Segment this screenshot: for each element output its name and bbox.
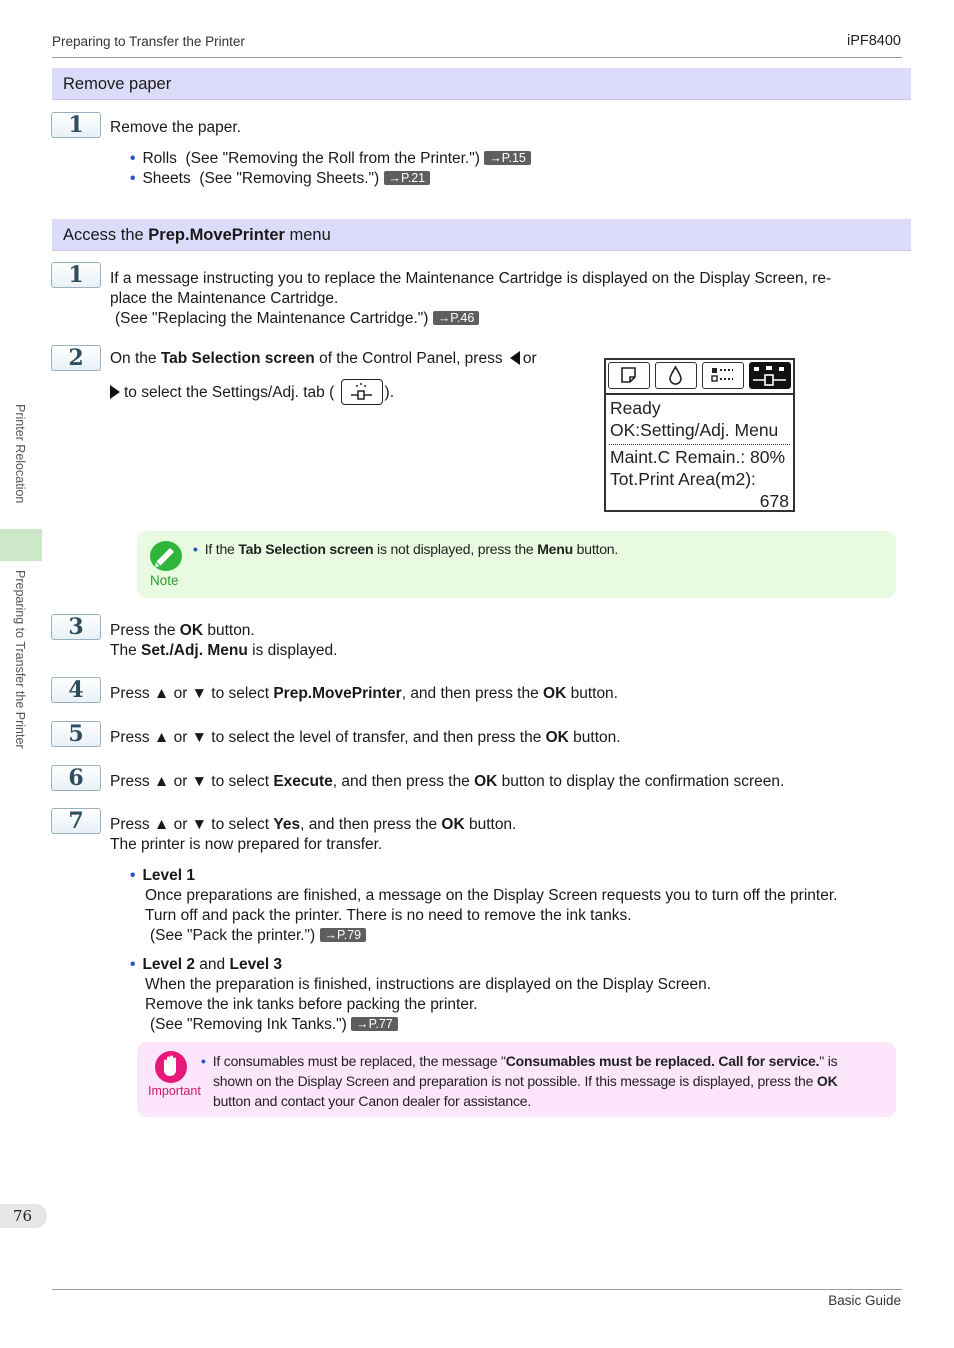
section-heading-remove-paper: Remove paper — [52, 68, 911, 100]
list-item-sheets: • Sheets (See "Removing Sheets.") →P.21 — [130, 169, 430, 189]
bullet-icon: • — [193, 541, 198, 557]
step-text: Press ▲ or ▼ to select Execute, and then press the OK button to display the confirmation screen. — [110, 773, 785, 790]
important-text: • If consumables must be replaced, the message "Consumables must be replaced. Call for service." is shown on the Display Screen and preparation is not possible. If this message is displayed, press the OK button and contact your Canon dealer for assistance. — [201, 1053, 838, 1109]
ink-tab-icon — [655, 362, 697, 389]
step-number-badge: 1 — [51, 112, 101, 138]
bullet-icon: • — [130, 170, 136, 187]
lcd-menu-hint-line: OK:Setting/Adj. Menu — [610, 420, 779, 440]
list-item-level-2-3: • Level 2 and Level 3 When the preparation is finished, instructions are displayed on the Display Screen. Remove the ink tanks before packing the printer. (See "Removing Ink Tanks.") →P.77 — [130, 956, 712, 1033]
control-panel-display — [604, 358, 795, 512]
running-header-chapter: Preparing to Transfer the Printer — [52, 34, 245, 49]
step-number-badge: 4 — [51, 677, 101, 703]
footer-guide-name: Basic Guide — [828, 1293, 901, 1308]
step-text: Press ▲ or ▼ to select Yes, and then press the OK button. The printer is now prepared for transfer. — [110, 816, 517, 853]
note-label: Note — [150, 573, 179, 588]
side-tab-highlight — [0, 529, 42, 561]
lcd-tab-row — [606, 360, 793, 395]
important-label: Important — [148, 1084, 201, 1098]
step-number-badge: 7 — [51, 808, 101, 834]
step-number-badge: 3 — [51, 614, 101, 640]
lcd-print-area-line: Tot.Print Area(m2): — [610, 469, 756, 489]
section-heading-access-menu: Access the Prep.MovePrinter menu — [52, 219, 911, 251]
hand-stop-important-icon — [154, 1050, 188, 1084]
header-divider — [52, 57, 902, 58]
step-number-badge: 6 — [51, 765, 101, 791]
left-arrow-key-icon — [510, 351, 520, 365]
footer-divider — [52, 1289, 902, 1290]
paper-tab-icon — [608, 362, 650, 389]
bullet-icon: • — [130, 150, 136, 167]
page-reference-link[interactable]: →P.77 — [351, 1017, 398, 1031]
page-number: 76 — [0, 1204, 47, 1228]
lcd-maint-line: Maint.C Remain.: 80% — [610, 447, 786, 467]
step-number-badge: 2 — [51, 345, 101, 371]
bullet-icon: • — [201, 1053, 206, 1069]
step-text: If a message instructing you to replace the Maintenance Cartridge is displayed on the Display Screen, re- place the Maintenance Cartridge. (See "Replacing the Maintenance Cartridge.") →P.46 — [110, 270, 832, 327]
step-number-badge: 5 — [51, 721, 101, 747]
side-tab-preparing-transfer[interactable]: Preparing to Transfer the Printer — [13, 570, 27, 749]
right-arrow-key-icon — [110, 385, 120, 399]
page-reference-link[interactable]: →P.21 — [384, 171, 431, 185]
note-text: • If the Tab Selection screen is not displayed, press the Menu button. — [193, 541, 619, 557]
important-callout — [137, 1042, 896, 1117]
page-reference-link[interactable]: →P.79 — [320, 928, 367, 942]
step-text: On the Tab Selection screen of the Control Panel, press or — [110, 350, 537, 367]
settings-adj-tab-icon — [341, 379, 383, 405]
job-tab-icon — [702, 362, 744, 389]
note-callout — [137, 531, 896, 598]
step-text: Press ▲ or ▼ to select the level of transfer, and then press the OK button. — [110, 729, 621, 746]
list-item-level-1: • Level 1 Once preparations are finished, a message on the Display Screen requests you to turn off the printer. Turn off and pack the printer. There is no need to remove the ink tanks. (See "Pack the printer.") →P.79 — [130, 867, 838, 944]
running-header-model: iPF8400 — [846, 33, 901, 49]
step-text: Press ▲ or ▼ to select Prep.MovePrinter, and then press the OK button. — [110, 685, 618, 702]
lcd-print-area-value: 678 — [759, 491, 789, 511]
bullet-icon: • — [130, 956, 136, 973]
step-number-badge: 1 — [51, 262, 101, 288]
page-reference-link[interactable]: →P.46 — [433, 311, 480, 325]
step-text: Press the OK button. The Set./Adj. Menu is displayed. — [110, 622, 338, 659]
settings-adj-tab-active-icon — [749, 362, 791, 389]
pencil-note-icon — [149, 540, 183, 572]
side-tab-printer-relocation[interactable]: Printer Relocation — [13, 404, 27, 504]
step-text: Remove the paper. — [110, 119, 241, 136]
page-reference-link[interactable]: →P.15 — [484, 151, 531, 165]
lcd-divider — [609, 444, 790, 445]
step-text-continued: to select the Settings/Adj. tab ( ). — [110, 379, 394, 405]
lcd-status-line: Ready — [610, 398, 661, 418]
bullet-icon: • — [130, 867, 136, 884]
list-item-rolls: • Rolls (See "Removing the Roll from the Printer.") →P.15 — [130, 149, 531, 169]
